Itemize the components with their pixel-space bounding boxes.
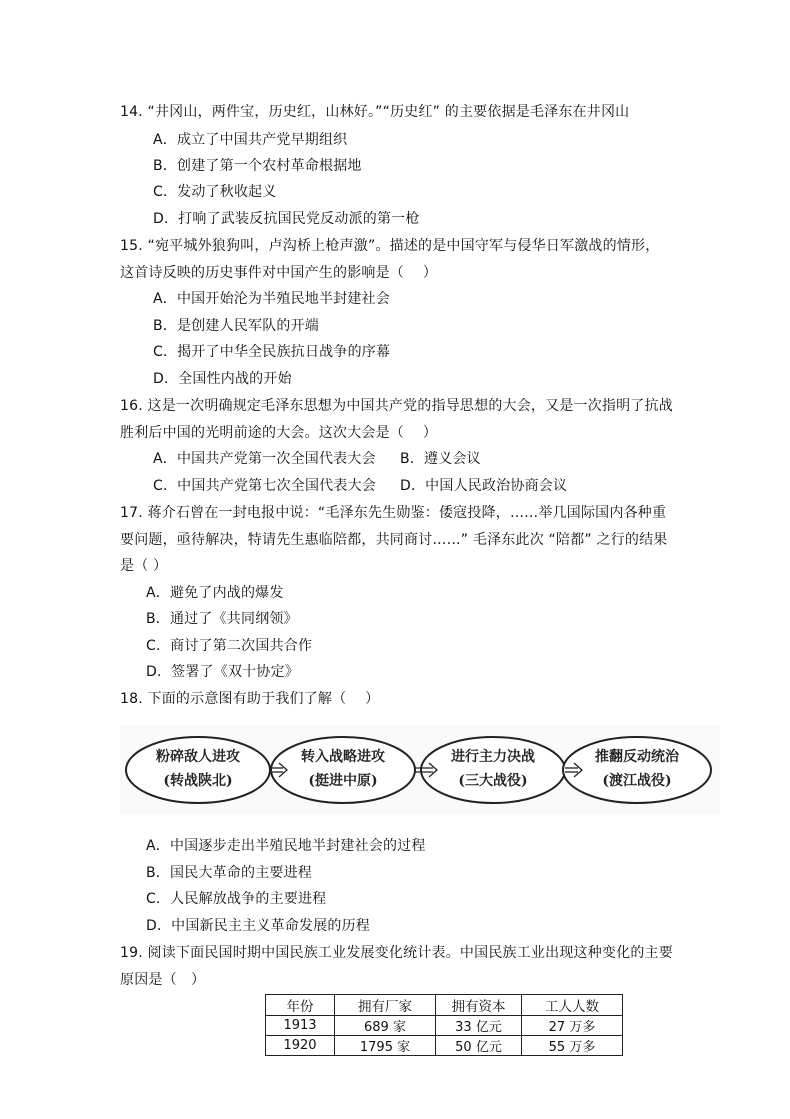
q18-option-d: D．中国新民主主义革命发展的历程	[146, 918, 370, 934]
q15-option-c: C．揭开了中华全民族抗日战争的序幕	[153, 344, 391, 360]
q17-option-a: A．避免了内战的爆发	[146, 585, 284, 601]
header-factories: 拥有厂家	[335, 995, 436, 1016]
q15-option-a: A．中国开始沦为半殖民地半封建社会	[153, 291, 390, 307]
q18-option-a: A．中国逐步走出半殖民地半封建社会的过程	[146, 838, 426, 854]
q14-stem: 14. “井冈山，两件宝，历史红，山林好。”“历史红” 的主要依据是毛泽东在井冈山	[120, 104, 630, 120]
q19-stem-line1: 19. 阅读下面民国时期中国民族工业发展变化统计表。中国民族工业出现这种变化的主要	[120, 945, 673, 961]
q16-stem-line2: 胜利后中国的光明前途的大会。这次大会是（ ）	[120, 425, 438, 441]
q16-option-d: D．中国人民政治协商会议	[400, 478, 568, 494]
diagram-node-3-bottom: (三大战役)	[458, 773, 528, 789]
diagram-node-2-bottom: (挺进中原)	[308, 773, 378, 789]
cell-workers: 55 万多	[522, 1036, 623, 1056]
q15-stem-line1: 15. “宛平城外狼狗叫，卢沟桥上枪声激”。描述的是中国守军与侵华日军激战的情形，	[120, 238, 660, 254]
industry-stat-table	[265, 994, 623, 1056]
cell-capital: 33 亿元	[436, 1016, 522, 1036]
cell-workers: 27 万多	[522, 1016, 623, 1036]
q18-option-c: C．人民解放战争的主要进程	[146, 891, 327, 907]
war-progress-diagram	[120, 725, 720, 815]
cell-capital: 50 亿元	[436, 1036, 522, 1056]
q15-option-d: D．全国性内战的开始	[153, 371, 292, 387]
table-header-row	[266, 995, 623, 1016]
q17-stem-line2: 要问题，亟待解决，特请先生惠临陪都，共同商讨……” 毛泽东此次 “陪都” 之行的结果	[120, 532, 668, 548]
q16-option-c: C．中国共产党第七次全国代表大会	[153, 478, 376, 494]
q17-stem-line3: 是（ ）	[120, 558, 168, 574]
q14-option-d: D．打响了武装反抗国民党反动派的第一枪	[153, 211, 420, 227]
table-row	[266, 1016, 623, 1036]
q14-option-c: C．发动了秋收起义	[153, 184, 277, 200]
diagram-node-3-top: 进行主力决战	[451, 749, 535, 765]
q18-option-b: B．国民大革命的主要进程	[146, 865, 313, 881]
cell-factories: 689 家	[335, 1016, 436, 1036]
q15-option-b: B．是创建人民军队的开端	[153, 318, 320, 334]
header-workers: 工人人数	[522, 995, 623, 1016]
q17-stem-line1: 17. 蒋介石曾在一封电报中说：“毛泽东先生勋鉴：倭寇投降，……举几国际国内各种重	[120, 505, 667, 521]
q17-option-b: B．通过了《共同纲领》	[146, 611, 298, 627]
q17-option-d: D．签署了《双十协定》	[146, 664, 299, 680]
q16-stem-line1: 16. 这是一次明确规定毛泽东思想为中国共产党的指导思想的大会，又是一次指明了抗战	[120, 398, 673, 414]
q16-option-b: B．遵义会议	[400, 451, 481, 467]
table-row	[266, 1036, 623, 1056]
cell-year: 1913	[266, 1016, 335, 1036]
diagram-node-2	[273, 745, 413, 793]
header-capital: 拥有资本	[436, 995, 522, 1016]
q19-stem-line2: 原因是（ ）	[120, 972, 206, 988]
q14-option-a: A．成立了中国共产党早期组织	[153, 132, 348, 148]
cell-factories: 1795 家	[335, 1036, 436, 1056]
diagram-node-1-bottom: (转战陕北)	[163, 773, 233, 789]
diagram-node-3	[423, 745, 563, 793]
q15-stem-line2: 这首诗反映的历史事件对中国产生的影响是（ ）	[120, 265, 438, 281]
q16-option-a: A．中国共产党第一次全国代表大会	[153, 451, 376, 467]
q18-stem: 18. 下面的示意图有助于我们了解（ ）	[120, 691, 380, 707]
diagram-node-4-top: 推翻反动统治	[595, 749, 679, 765]
q17-option-c: C．商讨了第二次国共合作	[146, 638, 313, 654]
diagram-node-4	[567, 745, 707, 793]
header-year: 年份	[266, 995, 335, 1016]
q14-option-b: B．创建了第一个农村革命根据地	[153, 158, 362, 174]
diagram-node-1-top: 粉碎敌人进攻	[156, 749, 240, 765]
cell-year: 1920	[266, 1036, 335, 1056]
diagram-node-1	[128, 745, 268, 793]
diagram-node-4-bottom: (渡江战役)	[602, 773, 672, 789]
diagram-node-2-top: 转入战略进攻	[301, 749, 385, 765]
